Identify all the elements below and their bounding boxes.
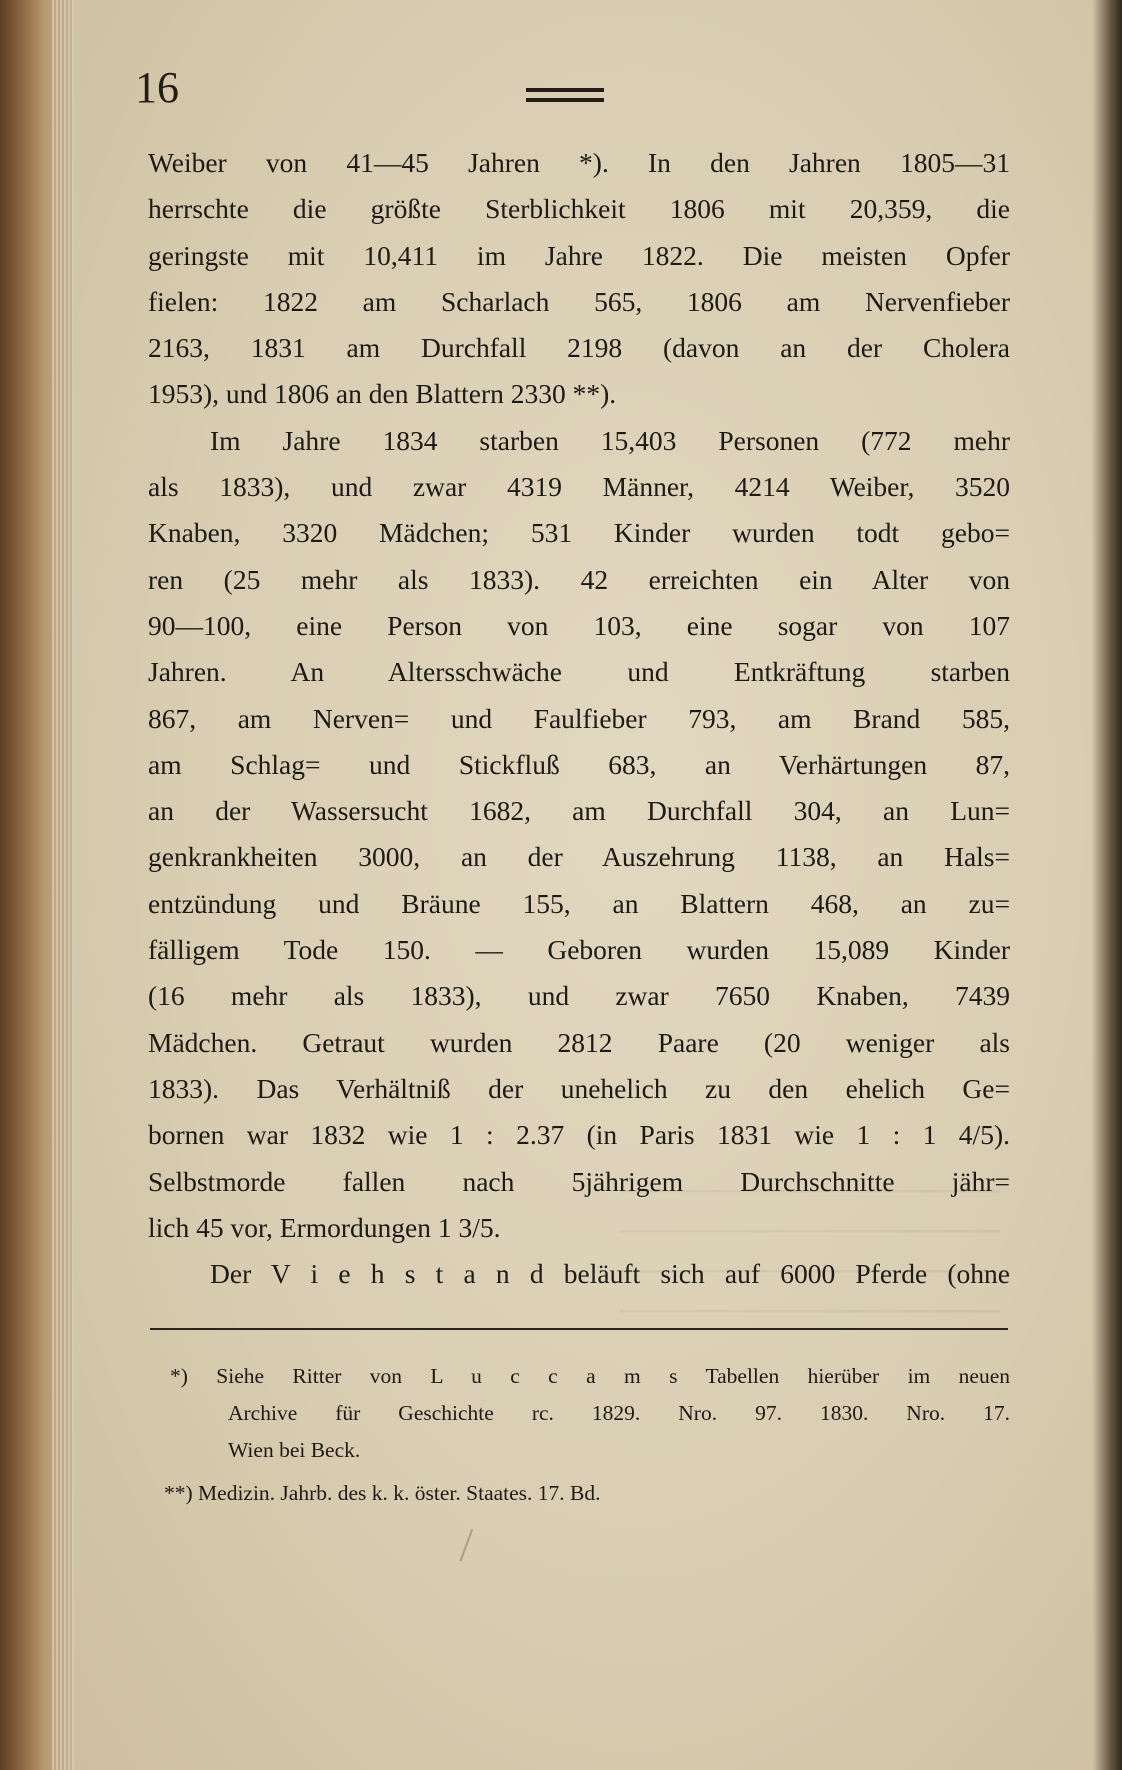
text-line: Mädchen. Getraut wurden 2812 Paare (20 weniger als: [148, 1026, 1010, 1058]
header-double-rule: [526, 88, 604, 102]
text-line: 2163, 1831 am Durchfall 2198 (davon an der Cholera: [148, 332, 1010, 364]
text-line: als 1833), und zwar 4319 Männer, 4214 Weiber, 3520: [148, 471, 1010, 503]
text-line: (16 mehr als 1833), und zwar 7650 Knaben, 7439: [148, 980, 1010, 1012]
right-page-shadow: [1092, 0, 1122, 1770]
page-number: 16: [135, 63, 179, 112]
text-line: Jahren. An Altersschwäche und Entkräftung starben: [148, 656, 1010, 688]
page-edges: [52, 0, 74, 1770]
text-line: Weiber von 41—45 Jahren *). In den Jahren 1805—31: [148, 147, 1010, 178]
text-line: ren (25 mehr als 1833). 42 erreichten ein Alter von: [148, 563, 1010, 595]
footnote-line: *) Siehe Ritter von L u c c a m s Tabellen hierüber im neuen: [170, 1364, 1010, 1388]
text-line: 1833). Das Verhältniß der unehelich zu den ehelich Ge=: [148, 1072, 1010, 1104]
text-line: fälligem Tode 150. — Geboren wurden 15,089 Kinder: [148, 934, 1010, 966]
text-line: Knaben, 3320 Mädchen; 531 Kinder wurden todt gebo=: [148, 517, 1010, 549]
footnote-rule: [150, 1328, 1008, 1330]
body-text: [148, 140, 1010, 1297]
text-line: bornen war 1832 wie 1 : 2.37 (in Paris 1831 wie 1 : 1 4/5).: [148, 1119, 1010, 1151]
text-line: fielen: 1822 am Scharlach 565, 1806 am Nervenfieber: [148, 285, 1010, 317]
text-line: lich 45 vor, Ermordungen 1 3/5.: [148, 1211, 501, 1243]
text-line: genkrankheiten 3000, an der Auszehrung 1138, an Hals=: [148, 841, 1010, 873]
text-line: Der V i e h s t a n d beläuft sich auf 6000 Pferde (ohne: [210, 1258, 1010, 1290]
footnote-line: Wien bei Beck.: [228, 1438, 361, 1462]
text-line: Im Jahre 1834 starben 15,403 Personen (772 mehr: [210, 424, 1010, 456]
footnote-line: **) Medizin. Jahrb. des k. k. öster. Staates. 17. Bd.: [164, 1481, 601, 1505]
footnote-line: Archive für Geschichte rc. 1829. Nro. 97. 1830. Nro. 17.: [228, 1401, 1010, 1425]
text-line: 867, am Nerven= und Faulfieber 793, am Brand 585,: [148, 702, 1010, 734]
text-line: an der Wassersucht 1682, am Durchfall 304, an Lun=: [148, 795, 1010, 827]
text-line: am Schlag= und Stickfluß 683, an Verhärtungen 87,: [148, 748, 1010, 780]
text-line: Selbstmorde fallen nach 5jährigem Durchschnitte jähr=: [148, 1165, 1010, 1197]
text-line: 1953), und 1806 an den Blattern 2330 **).: [148, 378, 617, 410]
text-line: entzündung und Bräune 155, an Blattern 468, an zu=: [148, 887, 1010, 919]
text-line: 90—100, eine Person von 103, eine sogar von 107: [148, 609, 1010, 641]
text-line: herrschte die größte Sterblichkeit 1806 mit 20,359, die: [148, 193, 1010, 225]
footnotes: [150, 1358, 1010, 1512]
text-line: geringste mit 10,411 im Jahre 1822. Die meisten Opfer: [148, 239, 1010, 271]
